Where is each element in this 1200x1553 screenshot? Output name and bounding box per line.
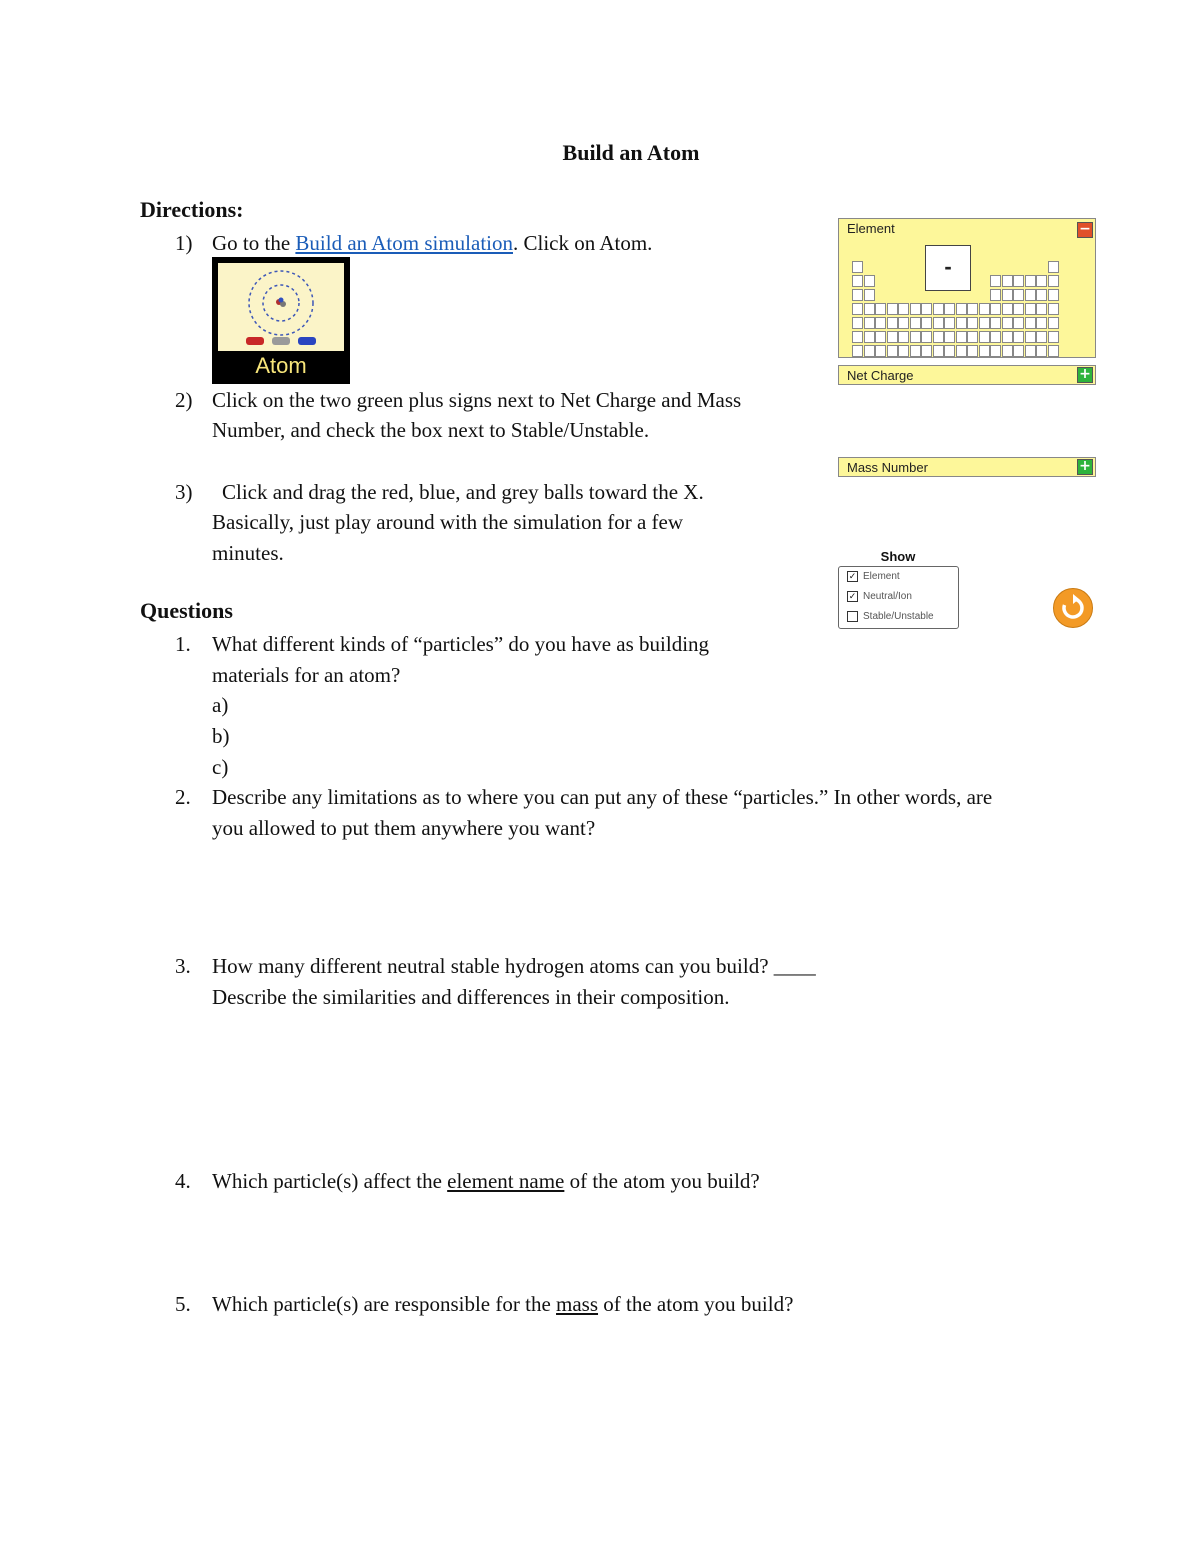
periodic-table-cell[interactable] xyxy=(1002,289,1013,301)
periodic-table-cell[interactable] xyxy=(887,331,898,343)
element-symbol-box: - xyxy=(925,245,971,291)
atom-preview-image xyxy=(218,263,344,351)
periodic-table-cell[interactable] xyxy=(1002,331,1013,343)
periodic-table-cell[interactable] xyxy=(875,345,886,357)
periodic-table-cell[interactable] xyxy=(1036,345,1047,357)
periodic-table-cell[interactable] xyxy=(956,317,967,329)
periodic-table-cell[interactable] xyxy=(990,275,1001,287)
periodic-table-cell[interactable] xyxy=(921,331,932,343)
simulation-link[interactable]: Build an Atom simulation xyxy=(295,231,513,255)
periodic-table-cell[interactable] xyxy=(956,345,967,357)
periodic-table-cell[interactable] xyxy=(979,317,990,329)
mass-number-expand-button[interactable]: + xyxy=(1077,459,1093,475)
direction-3-line-3: minutes. xyxy=(212,541,284,565)
periodic-table-cell[interactable] xyxy=(1013,289,1024,301)
periodic-table-cell[interactable] xyxy=(864,345,875,357)
checkbox-checked-icon[interactable]: ✓ xyxy=(848,591,857,601)
periodic-table-cell[interactable] xyxy=(1036,331,1047,343)
direction-number: 2) xyxy=(175,388,193,412)
periodic-table-cell[interactable] xyxy=(852,345,863,357)
periodic-table-cell[interactable] xyxy=(864,289,875,301)
periodic-table-cell[interactable] xyxy=(1036,317,1047,329)
periodic-table-cell[interactable] xyxy=(1025,331,1036,343)
periodic-table-cell[interactable] xyxy=(1048,345,1059,357)
periodic-table-cell[interactable] xyxy=(990,317,1001,329)
periodic-table-cell[interactable] xyxy=(910,331,921,343)
checkbox-unchecked-icon[interactable] xyxy=(847,611,858,622)
direction-3-line-1: Click and drag the red, blue, and grey balls toward the X. xyxy=(222,480,704,504)
periodic-table-cell[interactable] xyxy=(1013,331,1024,343)
periodic-table-cell[interactable] xyxy=(887,303,898,315)
periodic-table-cell[interactable] xyxy=(933,331,944,343)
periodic-table-cell[interactable] xyxy=(1013,345,1024,357)
periodic-table-cell[interactable] xyxy=(967,317,978,329)
emphasis-mass: mass xyxy=(556,1292,599,1316)
periodic-table-cell[interactable] xyxy=(956,303,967,315)
question-5-text: Which particle(s) are responsible for the mass of the atom you build? xyxy=(212,1292,794,1316)
periodic-table-cell[interactable] xyxy=(898,317,909,329)
periodic-table-cell[interactable] xyxy=(990,331,1001,343)
question-2-line-2: you allowed to put them anywhere you want? xyxy=(212,816,596,840)
periodic-table-cell[interactable] xyxy=(875,317,886,329)
answer-label-a: a) xyxy=(212,693,229,717)
direction-number: 3) xyxy=(175,480,193,504)
periodic-table-cell[interactable] xyxy=(864,317,875,329)
periodic-table-cell[interactable] xyxy=(967,331,978,343)
directions-heading: Directions: xyxy=(140,197,244,222)
periodic-table-cell[interactable] xyxy=(944,331,955,343)
mass-number-panel xyxy=(838,457,1096,477)
periodic-table-cell[interactable] xyxy=(852,317,863,329)
periodic-table-cell[interactable] xyxy=(944,303,955,315)
net-charge-expand-button[interactable]: + xyxy=(1077,367,1093,383)
question-3-line-1: How many different neutral stable hydrogen atoms can you build? ____ xyxy=(212,954,816,978)
reset-icon xyxy=(1054,589,1092,627)
periodic-table-cell[interactable] xyxy=(990,345,1001,357)
page-title: Build an Atom xyxy=(562,140,700,165)
show-option-element[interactable]: ✓ Element xyxy=(848,571,900,582)
periodic-table-cell[interactable] xyxy=(979,303,990,315)
periodic-table-cell[interactable] xyxy=(944,317,955,329)
periodic-table-cell[interactable] xyxy=(1013,303,1024,315)
periodic-table-cell[interactable] xyxy=(852,275,863,287)
periodic-table-cell[interactable] xyxy=(887,345,898,357)
question-number: 1. xyxy=(175,632,191,656)
show-title: Show xyxy=(880,549,916,564)
direction-3-line-2: Basically, just play around with the simulation for a few xyxy=(212,510,684,534)
periodic-table-cell[interactable] xyxy=(1025,289,1036,301)
net-charge-label: Net Charge xyxy=(847,368,914,383)
periodic-table-cell[interactable] xyxy=(921,317,932,329)
show-option-neutral-ion[interactable]: ✓ Neutral/Ion xyxy=(848,591,912,602)
question-3-line-2: Describe the similarities and differences in their composition. xyxy=(212,985,730,1009)
periodic-table-cell[interactable] xyxy=(1036,275,1047,287)
periodic-table-cell[interactable] xyxy=(933,345,944,357)
periodic-table-cell[interactable] xyxy=(898,331,909,343)
net-charge-panel xyxy=(838,365,1096,385)
reset-button[interactable] xyxy=(1053,588,1093,628)
periodic-table-cell[interactable] xyxy=(852,289,863,301)
periodic-table-cell[interactable] xyxy=(990,303,1001,315)
periodic-table-cell[interactable] xyxy=(990,289,1001,301)
element-panel-label: Element xyxy=(847,221,895,236)
periodic-table-cell[interactable] xyxy=(979,345,990,357)
periodic-table-cell[interactable] xyxy=(967,345,978,357)
periodic-table-cell[interactable] xyxy=(910,317,921,329)
periodic-table-cell[interactable] xyxy=(956,331,967,343)
direction-2-line-1: Click on the two green plus signs next to Net Charge and Mass xyxy=(212,388,742,412)
question-number: 2. xyxy=(175,785,191,809)
periodic-table-cell[interactable] xyxy=(1013,317,1024,329)
periodic-table-cell[interactable] xyxy=(1013,275,1024,287)
periodic-table-cell[interactable] xyxy=(1048,317,1059,329)
question-number: 3. xyxy=(175,954,191,978)
emphasis-element-name: element name xyxy=(447,1169,565,1193)
periodic-table-cell[interactable] xyxy=(1048,261,1059,273)
periodic-table-cell[interactable] xyxy=(1048,275,1059,287)
periodic-table-cell[interactable] xyxy=(979,331,990,343)
question-2-line-1: Describe any limitations as to where you can put any of these “particles.” In other words, are xyxy=(212,785,993,809)
periodic-table-cell[interactable] xyxy=(967,303,978,315)
periodic-table-cell[interactable] xyxy=(1025,317,1036,329)
periodic-table-cell[interactable] xyxy=(852,303,863,315)
show-options-box xyxy=(838,566,959,629)
direction-number: 1) xyxy=(175,231,193,255)
periodic-table-cell[interactable] xyxy=(864,275,875,287)
question-1-line-2: materials for an atom? xyxy=(212,663,401,687)
periodic-table-cell[interactable] xyxy=(933,303,944,315)
element-panel xyxy=(838,218,1096,358)
periodic-table-cell[interactable] xyxy=(852,331,863,343)
show-option-stable-unstable[interactable]: Stable/Unstable xyxy=(847,611,934,625)
question-4-text: Which particle(s) affect the element name of the atom you build? xyxy=(212,1169,760,1193)
periodic-table-cell[interactable] xyxy=(898,345,909,357)
periodic-table-cell[interactable] xyxy=(875,331,886,343)
question-number: 4. xyxy=(175,1169,191,1193)
direction-1-text: Go to the Build an Atom simulation. Click on Atom. xyxy=(212,231,653,255)
periodic-table-cell[interactable] xyxy=(1036,289,1047,301)
periodic-table-cell[interactable] xyxy=(1002,303,1013,315)
periodic-table-cell[interactable] xyxy=(1025,345,1036,357)
answer-label-b: b) xyxy=(212,724,230,748)
periodic-table-cell[interactable] xyxy=(898,303,909,315)
periodic-table-cell[interactable] xyxy=(1002,275,1013,287)
periodic-table-cell[interactable] xyxy=(910,345,921,357)
periodic-table-cell[interactable] xyxy=(852,261,863,273)
questions-heading: Questions xyxy=(140,598,233,623)
mass-number-label: Mass Number xyxy=(847,460,928,475)
periodic-table-cell[interactable] xyxy=(864,331,875,343)
question-number: 5. xyxy=(175,1292,191,1316)
periodic-table-cell[interactable] xyxy=(921,303,932,315)
periodic-table-cell[interactable] xyxy=(1048,289,1059,301)
periodic-table-cell[interactable] xyxy=(887,317,898,329)
periodic-table-cell[interactable] xyxy=(1025,303,1036,315)
element-collapse-button[interactable]: − xyxy=(1077,222,1093,238)
periodic-table-cell[interactable] xyxy=(1002,345,1013,357)
periodic-table-cell[interactable] xyxy=(1048,303,1059,315)
periodic-table-cell[interactable] xyxy=(875,303,886,315)
answer-label-c: c) xyxy=(212,755,229,779)
periodic-table-cell[interactable] xyxy=(933,317,944,329)
periodic-table-cell[interactable] xyxy=(1025,275,1036,287)
question-1-line-1: What different kinds of “particles” do you have as building xyxy=(212,632,710,656)
periodic-table-cell[interactable] xyxy=(944,345,955,357)
checkbox-checked-icon[interactable]: ✓ xyxy=(848,571,857,581)
answer-blank: ____ xyxy=(773,954,816,978)
periodic-table-cell[interactable] xyxy=(910,303,921,315)
periodic-table-cell[interactable] xyxy=(864,303,875,315)
atom-simulation-thumbnail[interactable] xyxy=(212,257,350,384)
periodic-table-cell[interactable] xyxy=(1048,331,1059,343)
direction-2-line-2: Number, and check the box next to Stable/Unstable. xyxy=(212,418,650,442)
periodic-table-cell[interactable] xyxy=(1036,303,1047,315)
atom-thumb-label: Atom xyxy=(255,353,307,378)
periodic-table-cell[interactable] xyxy=(1002,317,1013,329)
periodic-table-cell[interactable] xyxy=(921,345,932,357)
